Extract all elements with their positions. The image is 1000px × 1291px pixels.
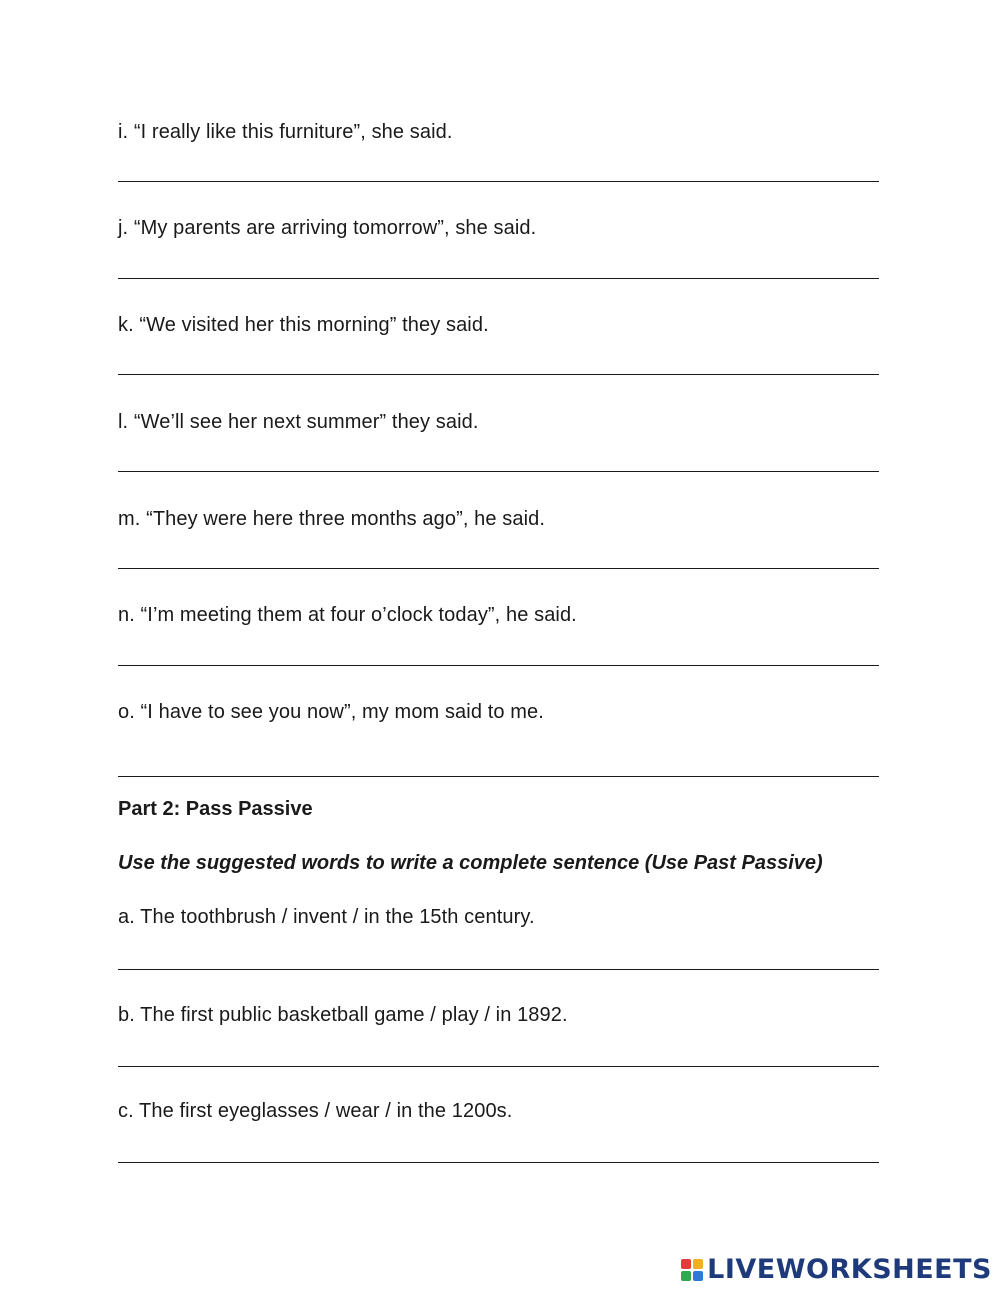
part2-heading: Part 2: Pass Passive [118, 798, 313, 820]
answer-line-m[interactable] [118, 568, 879, 569]
liveworksheets-logo [681, 1255, 992, 1285]
answer-line-o[interactable] [118, 776, 879, 777]
question-l: l. “We’ll see her next summer” they said. [118, 411, 479, 433]
brand-text: LIVEWORKSHEETS [707, 1254, 992, 1285]
answer-line-b[interactable] [118, 1066, 879, 1067]
answer-line-i[interactable] [118, 181, 879, 182]
question-o: o. “I have to see you now”, my mom said to me. [118, 701, 544, 723]
question-i: i. “I really like this furniture”, she said. [118, 121, 453, 143]
question-k: k. “We visited her this morning” they said. [118, 314, 489, 336]
answer-line-l[interactable] [118, 471, 879, 472]
answer-line-n[interactable] [118, 665, 879, 666]
answer-line-c[interactable] [118, 1162, 879, 1163]
question-c: c. The first eyeglasses / wear / in the 1200s. [118, 1100, 513, 1122]
question-j: j. “My parents are arriving tomorrow”, she said. [118, 217, 537, 239]
question-a: a. The toothbrush / invent / in the 15th century. [118, 906, 535, 928]
question-n: n. “I’m meeting them at four o’clock today”, he said. [118, 604, 577, 626]
question-m: m. “They were here three months ago”, he said. [118, 508, 546, 530]
answer-line-a[interactable] [118, 969, 879, 970]
brand-squares-icon [681, 1259, 703, 1281]
question-b: b. The first public basketball game / play / in 1892. [118, 1004, 568, 1026]
part2-instruction: Use the suggested words to write a complete sentence (Use Past Passive) [118, 852, 823, 874]
answer-line-j[interactable] [118, 278, 879, 279]
answer-line-k[interactable] [118, 374, 879, 375]
